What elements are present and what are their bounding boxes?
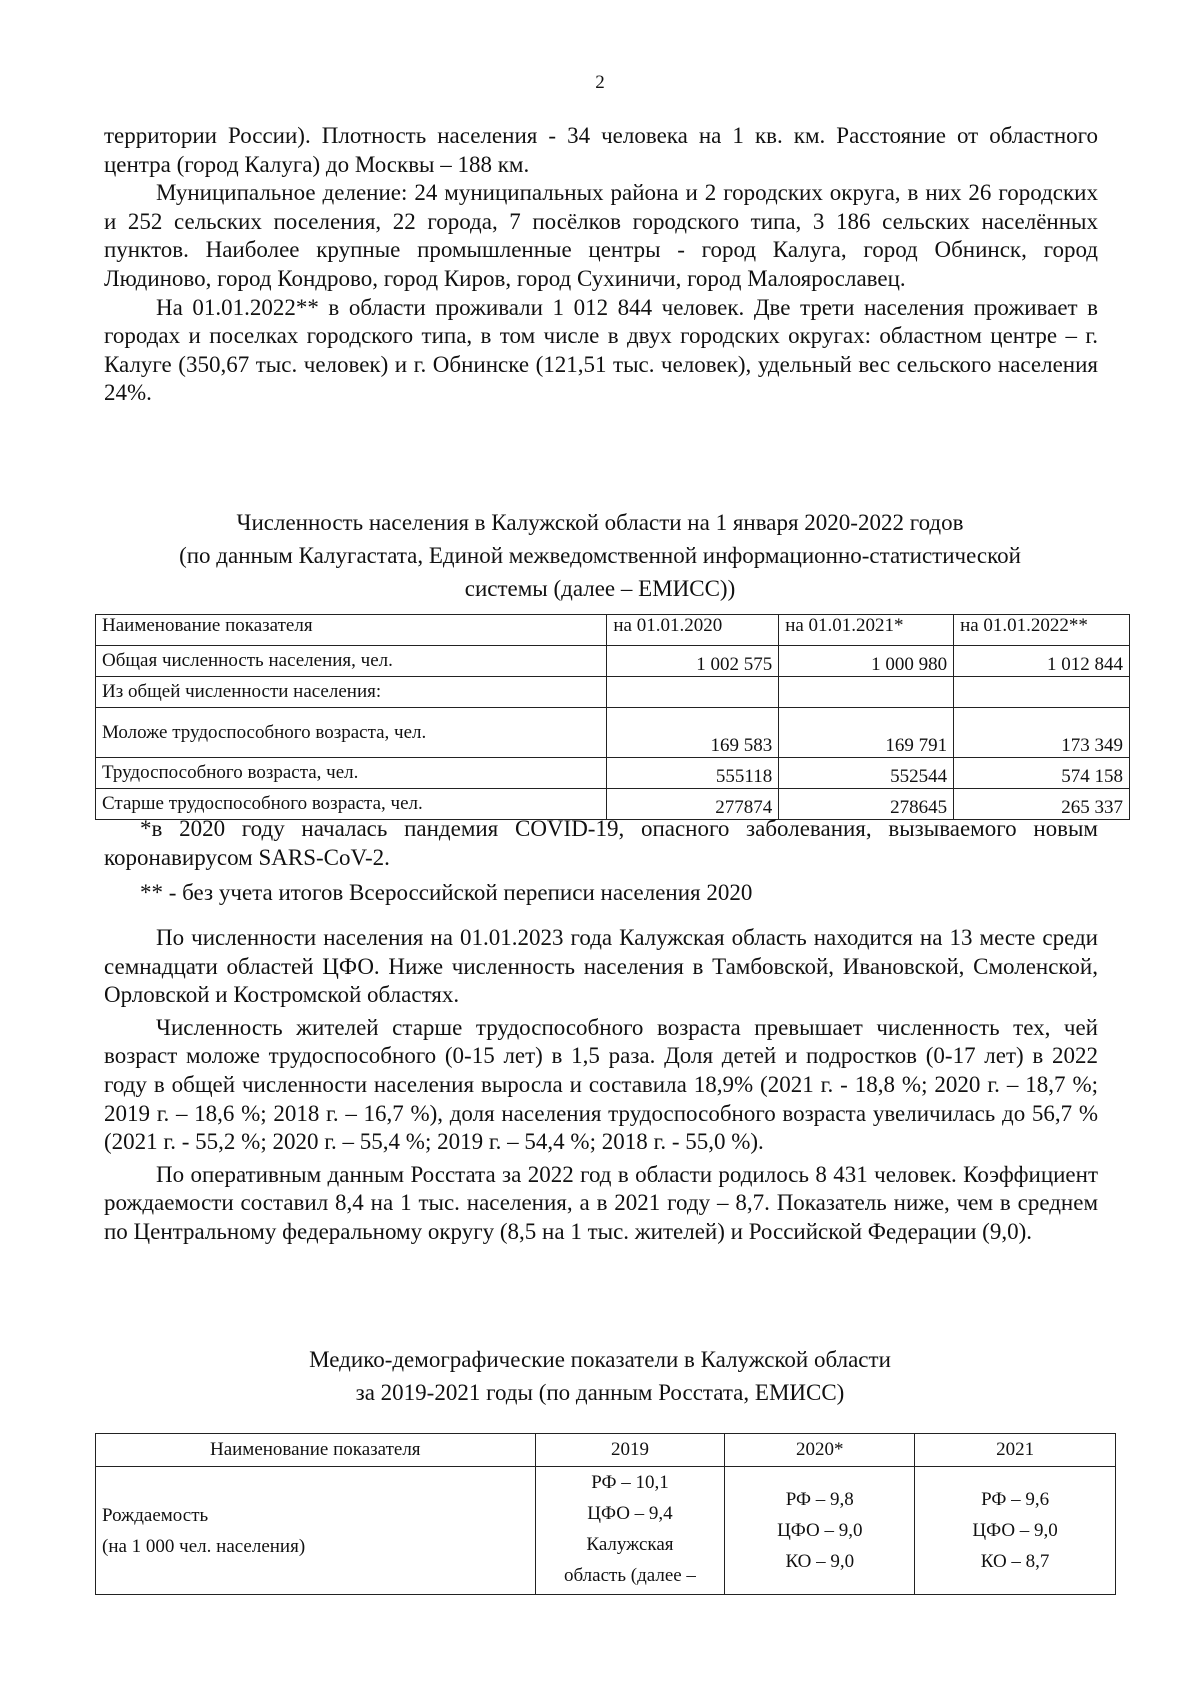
header-cell: Наименование показателя (96, 1434, 536, 1467)
row-label: Из общей численности населения: (96, 677, 607, 708)
cell-value: 1 002 575 (607, 646, 779, 677)
footnote: ** - без учета итогов Всероссийской переписи населения 2020 (140, 880, 753, 905)
header-cell: 2020* (725, 1434, 915, 1467)
footnote: *в 2020 году началась пандемия COVID-19, опасного заболевания, вызываемого новым коронавирусом SARS-CoV-2. (104, 816, 1098, 870)
cell-value (779, 677, 954, 708)
cell-line: РФ – 9,6 (981, 1489, 1050, 1510)
row-label: Трудоспособного возраста, чел. (96, 758, 607, 789)
cell-value (535, 1467, 725, 1595)
cell-line: область (далее – (563, 1565, 696, 1586)
header-cell: 2021 (915, 1434, 1116, 1467)
paragraph: По численности населения на 01.01.2023 года Калужская область находится на 13 месте среди семнадцати областей ЦФО. Ниже численность населения в Тамбовской, Ивановской, Смоленской, Орловской и Костромской областях. (104, 925, 1098, 1008)
table1-notes (104, 814, 1098, 907)
table2-caption (0, 1343, 1200, 1409)
table-row (96, 646, 1130, 677)
paragraph: По оперативным данным Росстата за 2022 год в области родилось 8 431 человек. Коэффициент рождаемости составил 8,4 на 1 тыс. населения, а в 2021 году – 8,7. Показатель ниже, чем в среднем по Центральному федеральному округу (8,5 на 1 тыс. жителей) и Российской Федерации (9,0). (104, 1161, 1098, 1244)
header-cell: 2019 (535, 1434, 725, 1467)
cell-line: РФ – 10,1 (591, 1472, 669, 1493)
row-label: Моложе трудоспособного возраста, чел. (96, 708, 607, 758)
cell-value: 169 791 (779, 708, 954, 758)
header-cell: на 01.01.2021* (779, 615, 954, 646)
cell-value: 277874 (607, 789, 779, 820)
cell-value: 265 337 (954, 789, 1130, 820)
table-row (96, 1467, 1116, 1595)
paragraph: территории России). Плотность населения - 34 человека на 1 кв. км. Расстояние от областного центра (город Калуга) до Москвы – 188 км. (104, 123, 1098, 177)
cell-value (954, 677, 1130, 708)
paragraph: Муниципальное деление: 24 муниципальных района и 2 городских округа, в них 26 городских и 252 сельских поселения, 22 города, 7 посёлков городского типа, 3 186 сельских населённых пунктов. Наиболее крупные промышленные центры - город Калуга, город Обнинск, город Людиново, город Кондрово, город Киров, город Сухиничи, город Малоярославец. (104, 180, 1098, 291)
cell-line: РФ – 9,8 (785, 1489, 854, 1510)
cell-value: 555118 (607, 758, 779, 789)
cell-value (607, 677, 779, 708)
header-cell: на 01.01.2022** (954, 615, 1130, 646)
table-row (96, 677, 1130, 708)
row-label: Общая численность населения, чел. (96, 646, 607, 677)
page-number: 2 (595, 72, 605, 93)
cell-line: Калужская (586, 1534, 674, 1555)
cell-line: КО – 8,7 (980, 1551, 1050, 1572)
caption-line: за 2019-2021 годы (по данным Росстата, ЕМИСС) (355, 1380, 845, 1405)
caption-line: Медико-демографические показатели в Калужской области (309, 1347, 891, 1372)
table-header-row (96, 615, 1130, 646)
row-label (96, 1467, 536, 1595)
medical-demographic-table (95, 1433, 1116, 1595)
cell-value: 1 000 980 (779, 646, 954, 677)
cell-value: 552544 (779, 758, 954, 789)
cell-line: ЦФО – 9,4 (587, 1503, 673, 1524)
paragraph: Численность жителей старше трудоспособного возраста превышает численность тех, чей возраст моложе трудоспособного (0-15 лет) в 1,5 раза. Доля детей и подростков (0-17 лет) в 2022 году в общей численности населения выросла и составила 18,9% (2021 г. - 18,8 %; 2020 г. – 18,7 %; 2019 г. – 18,6 %; 2018 г. – 16,7 %), доля населения трудоспособного возраста увеличилась до 56,7 % (2021 г. - 55,2 %; 2020 г. – 55,4 %; 2019 г. – 54,4 %; 2018 г. - 55,0 %). (104, 1014, 1098, 1155)
population-table (95, 614, 1130, 820)
caption-line: (по данным Калугастата, Единой межведомственной информационно-статистической (179, 543, 1021, 568)
paragraph: На 01.01.2022** в области проживали 1 012 844 человек. Две трети населения проживает в городах и поселках городского типа, в том числе в двух городских округах: областном центре – г. Калуге (350,67 тыс. человек) и г. Обнинске (121,51 тыс. человек), удельный вес сельского населения 24%. (104, 294, 1098, 406)
cell-value: 1 012 844 (954, 646, 1130, 677)
row-label-line: Рождаемость (102, 1504, 209, 1526)
table-header-row (96, 1434, 1116, 1467)
cell-value: 574 158 (954, 758, 1130, 789)
cell-line: ЦФО – 9,0 (777, 1520, 863, 1541)
row-label-line: (на 1 000 чел. населения) (102, 1535, 306, 1557)
row-label: Старше трудоспособного возраста, чел. (96, 789, 607, 820)
cell-value (725, 1467, 915, 1595)
cell-value: 169 583 (607, 708, 779, 758)
body-text (104, 924, 1098, 1247)
caption-line: системы (далее – ЕМИСС)) (464, 576, 736, 601)
cell-line: КО – 9,0 (785, 1551, 855, 1572)
header-cell: на 01.01.2020 (607, 615, 779, 646)
cell-value (915, 1467, 1116, 1595)
cell-value: 278645 (779, 789, 954, 820)
table-row (96, 708, 1130, 758)
caption-line: Численность населения в Калужской области на 1 января 2020-2022 годов (236, 510, 964, 535)
header-cell: Наименование показателя (96, 615, 607, 646)
table-row (96, 758, 1130, 789)
intro-text (104, 122, 1098, 408)
cell-value: 173 349 (954, 708, 1130, 758)
cell-line: ЦФО – 9,0 (972, 1520, 1058, 1541)
table1-caption (0, 506, 1200, 605)
